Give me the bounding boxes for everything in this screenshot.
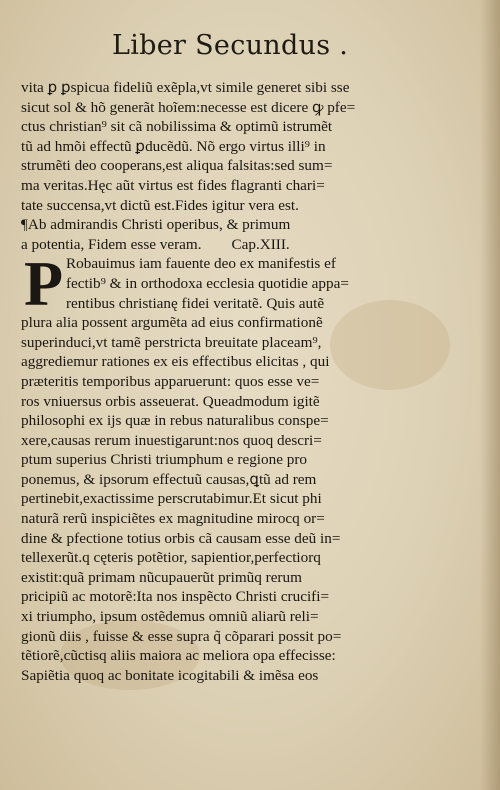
running-header: Liber Secundus . bbox=[112, 30, 349, 61]
text-line: pricipiũ ac motorẽ:Ita nos inspẽcto Christi crucifi= bbox=[21, 588, 330, 606]
text-line: tate succensa,vt dictũ est.Fides igitur vera est. bbox=[21, 196, 299, 214]
text-line: prӕteritis temporibus apparuerunt: quos esse ve= bbox=[21, 372, 320, 390]
text-line: naturã rerũ inspiciẽtes ex magnitudine mirocq or= bbox=[21, 510, 325, 528]
text-line: ma veritas.Hęc aũt virtus est fides flagranti chari= bbox=[21, 176, 325, 194]
text-line: ptum superius Christi triumphum e regione pro bbox=[21, 451, 307, 469]
text-line: ponemus, & ipsorum effectuũ causas,ꝗtũ ad rem bbox=[21, 470, 317, 488]
text-line: superinduci,vt tamẽ perstricta breuitate placeam⁹, bbox=[21, 333, 322, 351]
text-line: plura alia possent argumẽta ad eius confirmationẽ bbox=[21, 314, 323, 332]
text-line: fectib⁹ & in orthodoxa ecclesia quotidie appa= bbox=[66, 274, 349, 292]
text-line: sicut sol & hõ generãt hoĩem:necesse est dicere ꝙ pfe= bbox=[21, 98, 356, 116]
text-line: xi triumpho, ipsum ostẽdemus omniũ aliarũ reli= bbox=[21, 608, 319, 626]
text-line: vita ꝑ ꝑspicua fideliũ exẽpla,vt simile generet sibi sse bbox=[21, 79, 350, 96]
page-edge-shadow bbox=[480, 0, 500, 790]
text-line: tellexerũt.q cęteris potẽtior, sapientior,perfectiorq bbox=[21, 549, 321, 567]
drop-capital: P bbox=[24, 248, 64, 319]
text-line: gionũ diis , fuisse & esse supra q̃ cõparari possit po= bbox=[21, 627, 342, 645]
text-line: strumẽti deo cooperans,est aliqua falsitas:sed sum= bbox=[21, 157, 333, 175]
chapter-heading-line-2 bbox=[21, 235, 431, 255]
chapter-number: Cap.XIII. bbox=[231, 235, 290, 253]
text-line: tẽtiorẽ,cũctisq aliis maiora ac meliora opa effecisse: bbox=[21, 647, 336, 665]
text-line: rentibus christianę fidei veritatẽ. Quis autẽ bbox=[66, 294, 325, 312]
body-text bbox=[21, 78, 431, 685]
text-line: ros vniuersus orbis asseuerat. Queadmodum igitẽ bbox=[21, 392, 320, 410]
text-line: dine & pfectione totius orbis cã causam esse deũ in= bbox=[21, 529, 341, 547]
text-line: philosophi ex ijs quӕ in rebus naturalibus conspe= bbox=[21, 412, 329, 430]
text-line: aggrediemur rationes ex eis effectibus elicitas , qui bbox=[21, 353, 330, 371]
text-line: tũ ad hmõi effectũ ꝑducẽdũ. Nõ ergo virtus illi⁹ in bbox=[21, 137, 326, 155]
text-line: xere,causas rerum inuestigarunt:nos quoq descri= bbox=[21, 431, 322, 449]
chapter-heading-line-1: ¶Ab admirandis Christi operibus, & primum bbox=[21, 216, 291, 234]
text-line: Sapiẽtia quoq ac bonitate icogitabili & imẽsa eos bbox=[21, 666, 319, 684]
text-line: pertinebit,exactissime perscrutabimur.Et sicut phi bbox=[21, 490, 322, 508]
text-line: ctus christian⁹ sit cã nobilissima & optimũ istrumẽt bbox=[21, 118, 333, 136]
text-line: Robauimus iam fauente deo ex manifestis ef bbox=[66, 255, 336, 273]
chapter-heading-text: a potentia, Fidem esse veram. bbox=[21, 235, 202, 253]
text-line: existit:quã primam nũcupauerũt primũq rerum bbox=[21, 568, 302, 586]
